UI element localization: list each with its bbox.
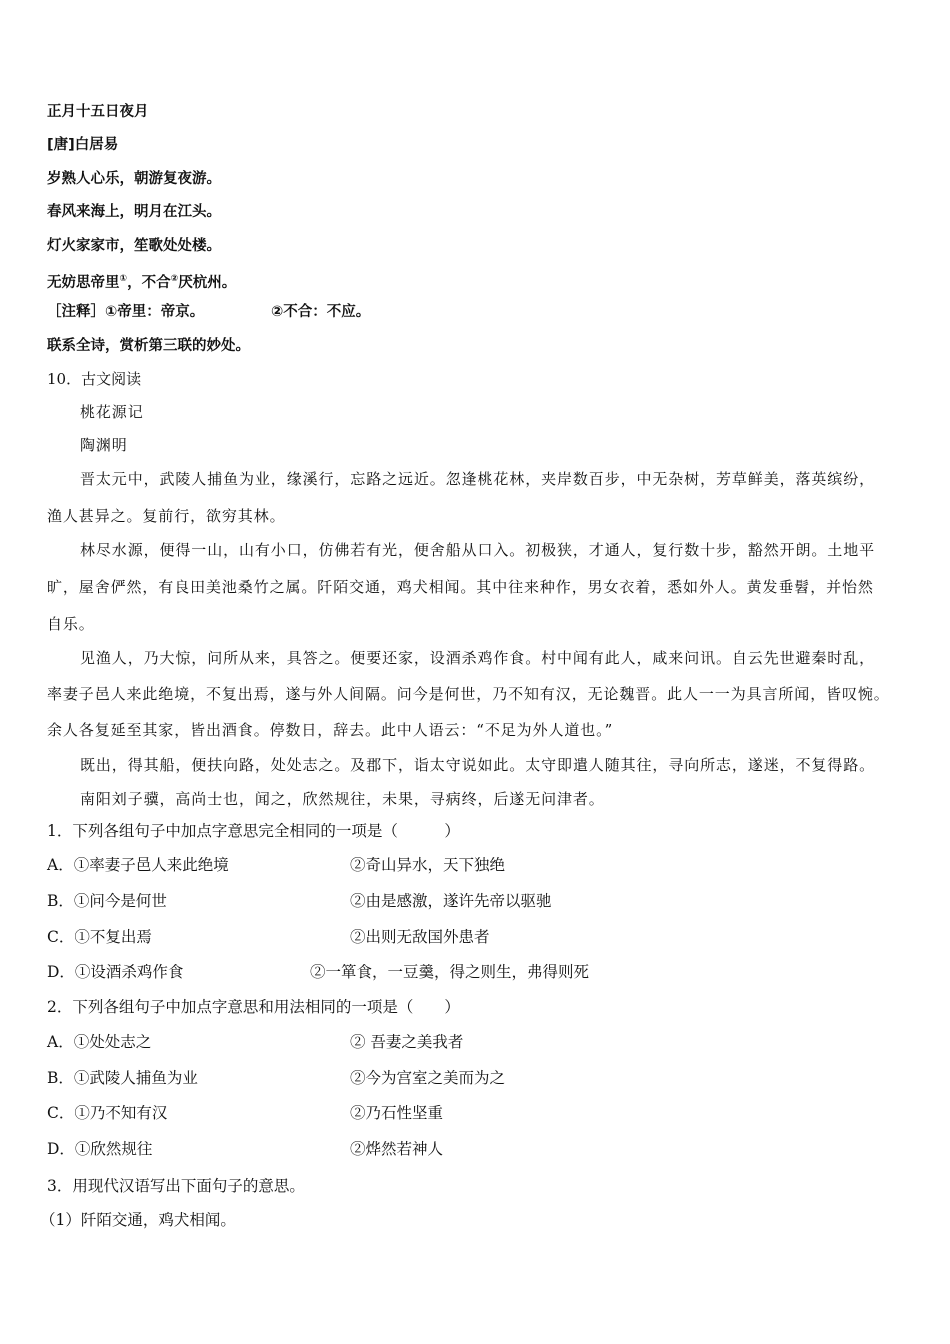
text-line: 自乐。 bbox=[47, 615, 95, 633]
poem-line-2: 春风来海上，明月在江头。 bbox=[47, 204, 221, 220]
q1-option-b-2: ②由是感激，遂许先帝以驱驰 bbox=[350, 892, 552, 910]
q2-option-d: D．①欣然规往 bbox=[47, 1140, 153, 1158]
poem-note-1: ［注释］①帝里：帝京。 bbox=[47, 304, 205, 320]
q1-option-a-2: ②奇山异水，天下独绝 bbox=[350, 856, 506, 874]
text-line: 渔人甚异之。复前行，欲穷其林。 bbox=[47, 507, 286, 525]
section-heading: 10．古文阅读 bbox=[47, 370, 142, 388]
text-line: 南阳刘子骥，高尚士也，闻之，欣然规往，未果，寻病终，后遂无问津者。 bbox=[80, 790, 605, 808]
text-line: 晋太元中，武陵人捕鱼为业，缘溪行，忘路之远近。忽逢桃花林，夹岸数百步，中无杂树，芳草鲜美，落英缤纷， bbox=[80, 470, 876, 488]
poem-note-2: ②不合：不应。 bbox=[271, 304, 371, 320]
poem-title: 正月十五日夜月 bbox=[47, 104, 149, 120]
poem-author: [唐]白居易 bbox=[47, 137, 119, 153]
q1-stem: 1．下列各组句子中加点字意思完全相同的一项是（ ） bbox=[47, 822, 460, 840]
q1-option-d: D．①设酒杀鸡作食 bbox=[47, 963, 184, 981]
footnote-marker-1: ① bbox=[119, 274, 128, 284]
q1-option-b: B．①问今是何世 bbox=[47, 892, 167, 910]
q2-option-d-2: ②烨然若神人 bbox=[350, 1140, 444, 1158]
q1-option-c-2: ②出则无敌国外患者 bbox=[350, 928, 490, 946]
text-line: 率妻子邑人来此绝境，不复出焉，遂与外人间隔。问今是何世，乃不知有汉，无论魏晋。此人一一为具言所闻，皆叹惋。 bbox=[47, 685, 890, 703]
text-line: 余人各复延至其家，皆出酒食。停数日，辞去。此中人语云：“不足为外人道也。” bbox=[47, 721, 614, 739]
q2-option-a-2: ② 吾妻之美我者 bbox=[350, 1033, 464, 1051]
text-line: 旷，屋舍俨然，有良田美池桑竹之属。阡陌交通，鸡犬相闻。其中往来种作，男女衣着，悉如外人。黄发垂髫，并怡然 bbox=[47, 578, 874, 596]
q2-stem: 2．下列各组句子中加点字意思和用法相同的一项是（ ） bbox=[47, 998, 460, 1016]
text-line: 见渔人，乃大惊，问所从来，具答之。便要还家，设酒杀鸡作食。村中闻有此人，咸来问讯。自云先世避秦时乱， bbox=[80, 649, 876, 667]
q1-option-a: A．①率妻子邑人来此绝境 bbox=[47, 856, 229, 874]
q2-option-b-2: ②今为宫室之美而为之 bbox=[350, 1069, 506, 1087]
poem-question: 联系全诗，赏析第三联的妙处。 bbox=[47, 338, 250, 354]
footnote-marker-2: ② bbox=[170, 274, 179, 284]
q1-option-d-2: ②一箪食，一豆羹，得之则生，弗得则死 bbox=[310, 963, 590, 981]
q2-option-b: B．①武陵人捕鱼为业 bbox=[47, 1069, 198, 1087]
poem-line-3: 灯火家家市，笙歌处处楼。 bbox=[47, 238, 221, 254]
q3-sub-1: （1）阡陌交通，鸡犬相闻。 bbox=[40, 1211, 236, 1229]
poem-line-4-part-b: ，不合 bbox=[127, 275, 171, 291]
poem-line-4-part-c: 厌杭州。 bbox=[178, 275, 237, 291]
q2-option-c-2: ②乃石性坚重 bbox=[350, 1104, 444, 1122]
poem-line-4 bbox=[47, 269, 236, 293]
poem-line-4-part-a: 无妨思帝里 bbox=[47, 275, 120, 291]
q2-option-a: A．①处处志之 bbox=[47, 1033, 152, 1051]
q3-stem: 3．用现代汉语写出下面句子的意思。 bbox=[47, 1177, 305, 1195]
text-line: 既出，得其船，便扶向路，处处志之。及郡下，诣太守说如此。太守即遣人随其往，寻向所志，遂迷，不复得路。 bbox=[80, 756, 876, 774]
text-title: 桃花源记 bbox=[80, 403, 144, 421]
text-line: 林尽水源，便得一山，山有小口，仿佛若有光，便舍船从口入。初极狭，才通人，复行数十步，豁然开朗。土地平 bbox=[80, 541, 876, 559]
q2-option-c: C．①乃不知有汉 bbox=[47, 1104, 168, 1122]
poem-line-1: 岁熟人心乐，朝游复夜游。 bbox=[47, 171, 221, 187]
q1-option-c: C．①不复出焉 bbox=[47, 928, 152, 946]
text-author: 陶渊明 bbox=[80, 436, 128, 454]
